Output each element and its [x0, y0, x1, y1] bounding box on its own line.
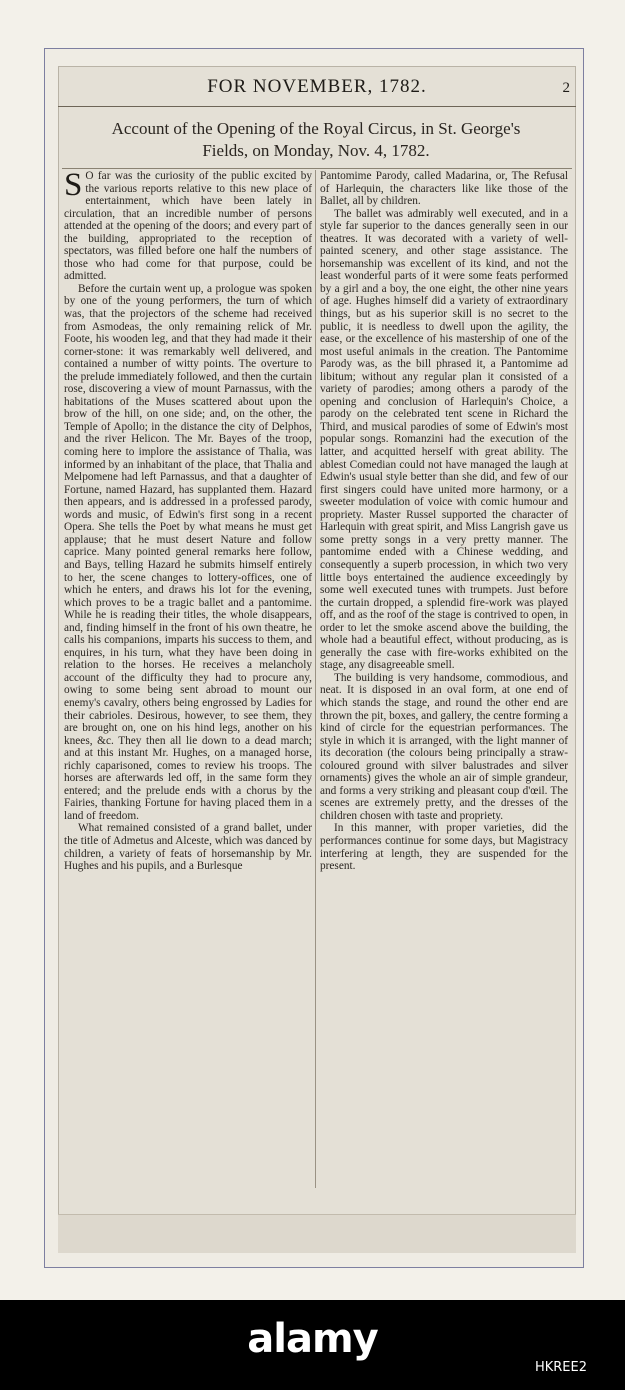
article-title-line-1: Account of the Opening of the Royal Circus, in St. George's [111, 119, 521, 138]
blank-margin-strip [58, 1214, 576, 1253]
title-rule [62, 168, 572, 169]
page-number: 2 [562, 80, 570, 96]
drop-cap: S [64, 170, 83, 203]
paragraph: The building is very handsome, commodious, and neat. It is disposed in an oval form, at one end of which stands the stage, and round the other end are thrown the pit, boxes, and gallery, the centre forming a kind of circle for the equestrian performances. The style in which it is arranged, with the light manner of its decoration (the colours being principally a straw-coloured ground with silver balustrades and silver ornaments) gives the whole an air of simple grandeur, and forms a very striking and pleasant coup d'œil. The scenes are extremely pretty, and the dresses of the children chosen with taste and propriety. [320, 671, 568, 822]
paragraph-text: O far was the curiosity of the public excited by the various reports relative to this new place of entertainment, which have been lately in circulation, that an incredible number of persons attended at the opening of the doors; and every part of the building, appropriated to the reception of spectators, was filled before one half the numbers of those who had come for that purpose, could be admitted. [64, 170, 312, 283]
paragraph: The ballet was admirably well executed, and in a style far superior to the dances generally seen in our theatres. It was decorated with a variety of well-painted scenery, and other stage assistance. The horsemanship was excellent of its kind, and not the least wonderful parts of it were some feats performed by a girl and a boy, the one eight, the other nine years of age. Hughes himself did a variety of extraordinary things, but as his superior skill is no secret to the public, it is needless to dwell upon the agility, the ease, or the excellence of his mastership of one of the most useful animals in the creation. The Pantomime Parody was, as the bill phrased it, a Pantomime ad libitum; without any regular plan it consisted of a variety of parodies; among others a parody of the opening and conclusion of Harlequin's Choice, a parody on the celebrated tent scene in Richard the Third, and musical parodies of some of Edwin's most popular songs. Romanzini had the execution of the latter, and acquitted herself with great ability. The ablest Comedian could not have managed the laugh at Edwin's usual style better than she did, and few of our first singers could have united more harmony, or a sweeter modulation of voice with comic humour and propriety. Master Russel supported the character of Harlequin with great spirit, and Miss Langrish gave us some pretty songs in a very pretty manner. The pantomime ended with a Chinese wedding, and consequently a superb procession, in which two very little boys entertained the audience exceedingly by some well executed tunes with trumpets. Just before the curtain dropped, a splendid fire-work was played off, and as the roof of the stage is contrived to open, in order to let the smoke ascend above the building, the whole had a beautiful effect, without producing, as is generally the case with fire-works exhibited on the stage, any disagreeable smell. [320, 207, 568, 672]
right-column [320, 170, 568, 1190]
header-title: FOR NOVEMBER, 1782. [207, 76, 427, 97]
paragraph: What remained consisted of a grand ballet, under the title of Admetus and Alceste, which was danced by children, a variety of feats of horsemanship by Mr. Hughes and his pupils, and a Burlesque [64, 822, 312, 873]
paragraph: Pantomime Parody, called Madarina, or, The Refusal of Harlequin, the characters like like those of the Ballet, all by children. [320, 170, 568, 208]
left-column [64, 170, 312, 1190]
image-id: HKREE2 [534, 1360, 587, 1375]
article-title [62, 118, 570, 162]
running-header [58, 68, 576, 107]
paragraph: Before the curtain went up, a prologue was spoken by one of the young performers, the turn of which was, that the projectors of the scheme had received from Asmodeas, the only remaining relick of Mr. Foote, his wooden leg, and that they had made it their corner-stone: it was remarkably well delivered, and contained a number of witty points. The overture to the prelude immediately followed, and then the curtain rose, discovering a view of mount Parnassus, with the habitations of the Muses scattered about upon the brow of the hill, on one side; and, on the other, the Temple of Apollo; in the distance the city of Delphos, and the river Helicon. The Mr. Bayes of the troop, coming here to implore the assistance of Thalia, was informed by an inhabitant of the place, that Thalia and Melpomene had left Parnassus, and that a daughter of Fortune, named Hazard, has supplanted them. Hazard then appears, and is addressed in a professed parody, words and music, of Edwin's first song in a recent Opera. She tells the Poet by what means he must get applause; that he must desert Nature and follow caprice. Many pointed general remarks here follow, and Bays, telling Hazard he submits himself entirely to her, the scene changes to lottery-offices, one of which he enters, and draws his lot for the evening, which proves to be a tragic ballet and a pantomime. While he is reading their titles, the whole disappears, and, finding himself in the front of his own theatre, he calls his companions, imparts his success to them, and enquires, in his turn, what they have been doing in relation to the horses. He receives a melancholy account of the difficulty they had to procure any, owing to some being sent abroad to mount our enemy's cavalry, others being engrossed by Ladies for their cabrioles. Desirous, however, to see them, they are brought on, one on his hind legs, another on his knees, &c. They then all lie down to a dead march; and at this instant Mr. Hughes, on a managed horse, richly caparisoned, comes to review his troops. The horses are afterwards led off, in the same form they entered; and the prelude ends with a chorus by the Fairies, thanking Fortune for having placed them in a land of freedom. [64, 282, 312, 822]
newspaper-clipping [58, 66, 576, 1252]
article-title-line-2: Fields, on Monday, Nov. 4, 1782. [202, 141, 430, 160]
brand-logo: alamy [247, 1316, 378, 1362]
paragraph [64, 170, 312, 283]
paragraph: In this manner, with proper varieties, did the performances continue for some days, but Magistracy interfering at length, they are suspended for the present. [320, 822, 568, 873]
column-divider [315, 170, 316, 1188]
watermark-band [0, 1300, 625, 1390]
